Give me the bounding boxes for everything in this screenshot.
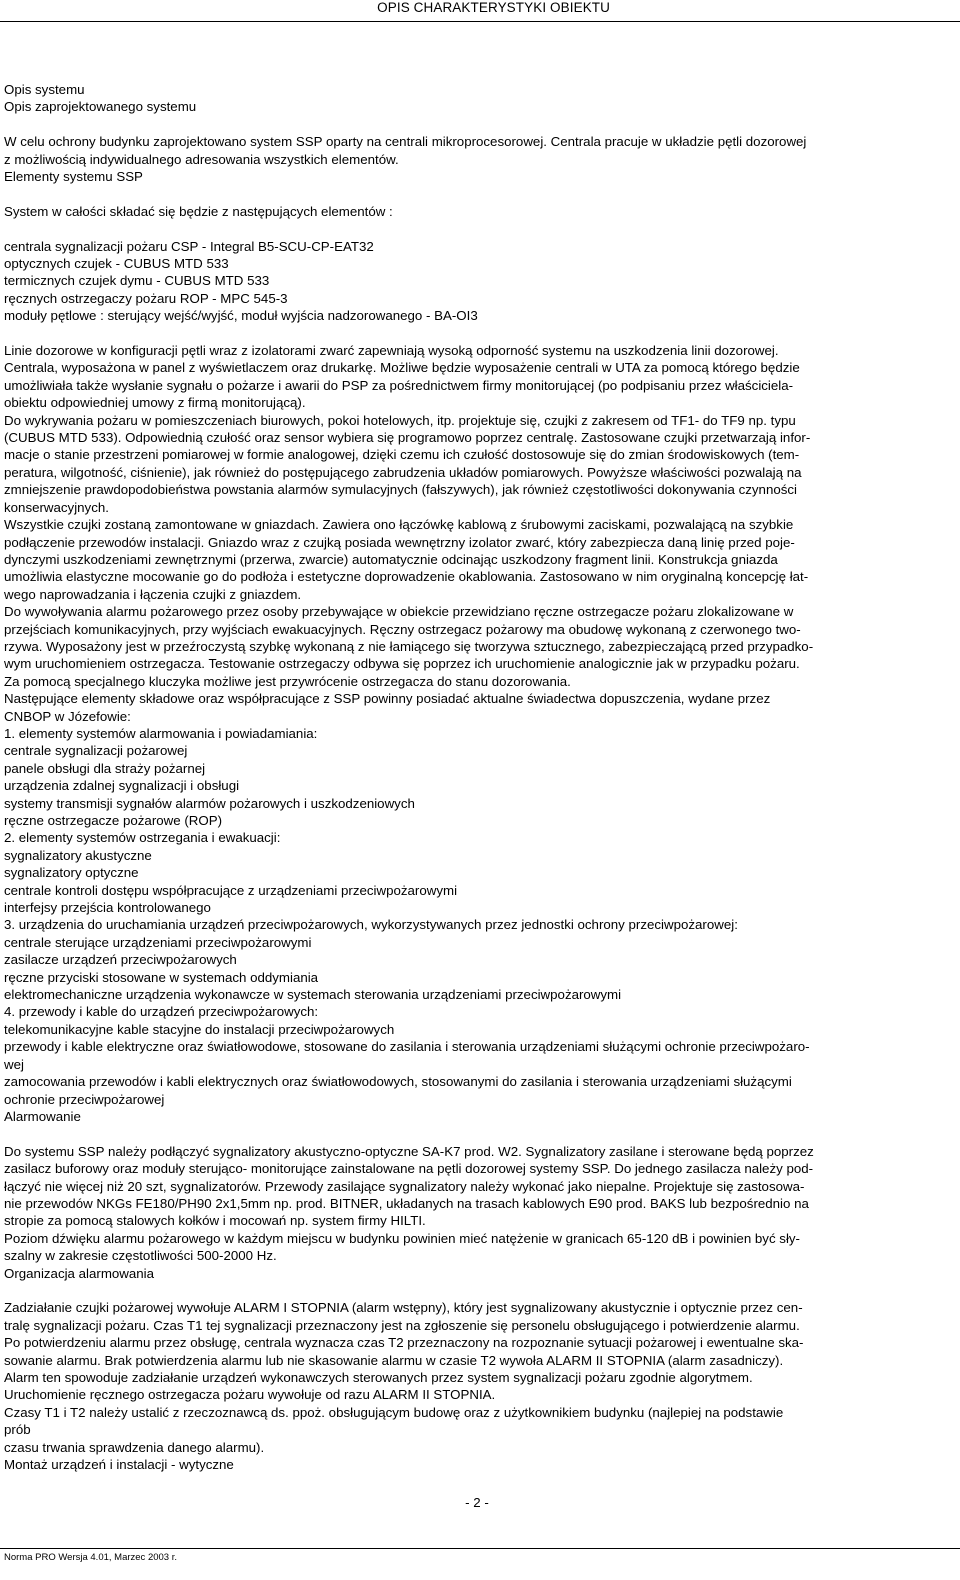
text-line: z możliwością indywidualnego adresowania wszystkich elementów.	[4, 151, 399, 167]
text-line: wej	[4, 1056, 24, 1072]
text-line: zasilacz buforowy oraz moduły sterująco- monitorujące zainstalowane na pętli dozorowej systemy SSP. Do jednego zasilacza należy pod-	[4, 1161, 814, 1177]
text-line: 3. urządzenia do uruchamiania urządzeń przeciwpożarowych, wykorzystywanych przez jednostki ochrony przeciwpożarowej:	[4, 917, 738, 933]
text-line: obiektu odpowiedniej umowy z firmą monitorującą).	[4, 395, 306, 411]
text-line: wego naprowadzania i łączenia czujki z gniazdem.	[4, 586, 302, 602]
footer-rule	[0, 1548, 960, 1549]
text-line: umożliwia elastyczne mocowanie go do podłoża i estetyczne doprowadzenie okablowania. Zastosowano w nim oryginalną koncepcję łat-	[4, 569, 809, 585]
text-line: Uruchomienie ręcznego ostrzegacza pożaru wywołuje od razu ALARM II STOPNIA.	[4, 1387, 496, 1403]
text-line: elektromechaniczne urządzenia wykonawcze w systemach sterowania urządzeniami przeciwpożarowymi	[4, 987, 622, 1003]
header-rule	[0, 21, 960, 22]
page-number	[0, 1495, 960, 1510]
text-line: Zadziałanie czujki pożarowej wywołuje ALARM I STOPNIA (alarm wstępny), który jest sygnalizowany akustycznie i optycznie przez cen-	[4, 1300, 803, 1316]
text-line: Za pomocą specjalnego kluczyka możliwe jest przywrócenie ostrzegacza do stanu dozorowania.	[4, 673, 571, 689]
list-item: optycznych czujek - CUBUS MTD 533	[4, 256, 229, 272]
elements-list	[4, 238, 952, 325]
list-item: termicznych czujek dymu - CUBUS MTD 533	[4, 273, 270, 289]
page-number-text: - 2 -	[465, 1495, 489, 1510]
list-item: moduły pętlowe : sterujący wejść/wyjść, moduł wyjścia nadzorowanego - BA-OI3	[4, 308, 478, 324]
text-line: W celu ochrony budynku zaprojektowano system SSP oparty na centrali mikroprocesorowej. Centrala pracuje w układzie pętli dozorowej	[4, 134, 807, 150]
text-line: Centrala, wyposażona w panel z wyświetlaczem oraz drukarkę. Możliwe będzie wyposażenie centrali w UTA za pomocą którego będzie	[4, 360, 800, 376]
text-line: Montaż urządzeń i instalacji - wytyczne	[4, 1457, 234, 1472]
text-line: centrale sterujące urządzeniami przeciwpożarowymi	[4, 934, 312, 950]
text-line: czasu trwania sprawdzenia danego alarmu).	[4, 1439, 265, 1455]
text-line: rzywa. Wyposażony jest w przeźroczystą szybkę wykonaną z nie łamiącego się tworzywa sztucznego, zabezpieczającą przed przypadko-	[4, 638, 814, 654]
spacer	[4, 116, 952, 133]
text-line: Poziom dźwięku alarmu pożarowego w każdym miejscu w budynku powinien mieć natężenie w granicach 65-120 dB i powinien być sły-	[4, 1230, 800, 1246]
text-line: podłączenie przewodów instalacji. Gniazdo wraz z czujką posiada wewnętrzny izolator zwarć, który zabezpiecza daną linię przed poje-	[4, 534, 795, 550]
text-line: przewody i kable elektryczne oraz światłowodowe, stosowane do zasilania i sterowania urządzeniami służącymi ochronie przeciwpożaro-	[4, 1039, 810, 1055]
text-line: umożliwiała także wysłanie sygnału o pożarze i awarii do PSP za pośrednictwem firmy monitorującej (po podpisaniu przez właściciela-	[4, 377, 794, 393]
text-line: Alarm ten spowoduje zadziałanie urządzeń wykonawczych sterowanych przez system sygnalizacji pożaru zgodnie algorytmem.	[4, 1369, 753, 1385]
text-line: sowanie alarmu. Brak potwierdzenia alarmu lub nie skasowanie alarmu w czasie T2 wywoła ALARM II STOPNIA (alarm zasadniczy).	[4, 1352, 784, 1368]
paragraph-intro	[4, 133, 952, 185]
text-line: sygnalizatory akustyczne	[4, 847, 152, 863]
text-line: panele obsługi dla straży pożarnej	[4, 760, 206, 776]
paragraph-alarm	[4, 1143, 952, 1282]
text-line: peratura, wilgotność, ciśnienie), jak również do postępującego zabrudzenia układów pomiarowych. Powyższe właściwości pozwalają na	[4, 464, 802, 480]
text-line: ręczne ostrzegacze pożarowe (ROP)	[4, 813, 223, 828]
header-title: OPIS CHARAKTERYSTYKI OBIEKTU	[377, 0, 610, 15]
text-line: zasilacze urządzeń przeciwpożarowych	[4, 952, 237, 968]
text-line: Po potwierdzeniu alarmu przez obsługę, centrala wyznacza czas T2 przeznaczony na rozpoznanie sytuacji pożarowej i ewentualne ska-	[4, 1335, 804, 1351]
text-line: centrale kontroli dostępu współpracujące z urządzeniami przeciwpożarowymi	[4, 882, 458, 898]
text-line: (CUBUS MTD 533). Odpowiednią czułość oraz sensor wybiera się programowo poprzez centralę. Zastosowane czujki przetwarzają infor-	[4, 430, 811, 446]
text-line: stropie za pomocą stalowych kołków i mocowań np. system firmy HILTI.	[4, 1213, 426, 1229]
list-item: ręcznych ostrzegaczy pożaru ROP - MPC 545-3	[4, 290, 288, 306]
document-body	[4, 81, 952, 1473]
text-line: Elementy systemu SSP	[4, 169, 143, 185]
text-line: Do wywoływania alarmu pożarowego przez osoby przebywające w obiekcie przewidziano ręczne ostrzegacze pożaru zlokalizowane w	[4, 604, 794, 620]
text-line: urządzenia zdalnej sygnalizacji i obsługi	[4, 778, 240, 794]
spacer	[4, 1282, 952, 1299]
text-line: telekomunikacyjne kable stacyjne do instalacji przeciwpożarowych	[4, 1021, 395, 1037]
text-line: systemy transmisji sygnałów alarmów pożarowych i uszkodzeniowych	[4, 795, 415, 811]
text-line: 1. elementy systemów alarmowania i powiadamiania:	[4, 725, 318, 741]
section-heading: Opis systemu	[4, 82, 85, 97]
text-line: Linie dozorowe w konfiguracji pętli wraz z izolatorami zwarć zapewniają wysoką odporność systemu na uszkodzenia linii dozorowej.	[4, 343, 779, 359]
page-header	[0, 0, 960, 22]
spacer	[4, 220, 952, 237]
text-line: wym uruchomieniem ostrzegacza. Testowanie ostrzegaczy odbywa się poprzez ich uruchomienie analogicznie jak w przypadku pożaru.	[4, 656, 800, 672]
section-subheading: Opis zaprojektowanego systemu	[4, 99, 197, 115]
text-line: prób	[4, 1422, 31, 1438]
text-line: Wszystkie czujki zostaną zamontowane w gniazdach. Zawiera ono łączówkę kablową z śrubowymi zaciskami, pozwalającą na szybkie	[4, 517, 794, 533]
text-line: 2. elementy systemów ostrzegania i ewakuacji:	[4, 830, 281, 846]
text-line: centrale sygnalizacji pożarowej	[4, 743, 188, 759]
text-line: macje o stanie przestrzeni pomiarowej w formie analogowej, dzięki czemu ich czułość dostosowuje się do zmian środowiskowych (tem-	[4, 447, 800, 463]
paragraph-main	[4, 342, 952, 1125]
text-line: łączyć nie więcej niż 20 szt, sygnalizatorów. Przewody zasilające sygnalizatory należy wykonać jako niepalne. Projektuje się zastosowa-	[4, 1178, 805, 1194]
text-line: Do systemu SSP należy podłączyć sygnalizatory akustyczno-optyczne SA-K7 prod. W2. Sygnalizatory zasilane i sterowane będą poprzez	[4, 1143, 814, 1159]
text-line: Następujące elementy składowe oraz współpracujące z SSP powinny posiadać aktualne świadectwa dopuszczenia, wydane przez	[4, 691, 771, 707]
footer-text: Norma PRO Wersja 4.01, Marzec 2003 r.	[4, 1552, 177, 1563]
list-item: centrala sygnalizacji pożaru CSP - Integral B5-SCU-CP-EAT32	[4, 238, 374, 254]
text-line: zamocowania przewodów i kabli elektrycznych oraz światłowodowych, stosowanymi do zasilania i sterowania urządzeniami służącymi	[4, 1074, 792, 1090]
text-line: sygnalizatory optyczne	[4, 865, 139, 881]
text-line: Organizacja alarmowania	[4, 1265, 155, 1281]
text-line: dynczymi uszkodzeniami zewnętrznymi (przerwa, zwarcie) automatycznie odcinając uszkodzony fragment linii. Konstrukcja gniazda	[4, 551, 778, 567]
text-line: interfejsy przejścia kontrolowanego	[4, 900, 211, 916]
text-line: Do wykrywania pożaru w pomieszczeniach biurowych, pokoi hotelowych, itp. projektuje się, czujki z zakresem od TF1- do TF9 np. typu	[4, 412, 796, 428]
spacer	[4, 325, 952, 342]
text-line: Alarmowanie	[4, 1108, 81, 1124]
text-line: nie przewodów NKGs FE180/PH90 2x1,5mm np. prod. BITNER, układanych na trasach kablowych E90 prod. BAKS lub bezpośrednio na	[4, 1195, 809, 1211]
text-line: zmniejszenie prawdopodobieństwa powstania alarmów symulacyjnych (fałszywych), jak również częstotliwości dokonywania czynności	[4, 482, 797, 498]
spacer	[4, 185, 952, 202]
text-line: ręczne przyciski stosowane w systemach oddymiania	[4, 969, 319, 985]
text-line: szalny w zakresie częstotliwości 500-2000 Hz.	[4, 1248, 277, 1264]
elements-intro: System w całości składać się będzie z następujących elementów :	[4, 203, 393, 219]
text-line: Czasy T1 i T2 należy ustalić z rzeczoznawcą ds. ppoż. obsługującym budowę oraz z użytkownikiem budynku (najlepiej na podstawie	[4, 1404, 784, 1420]
spacer	[4, 1125, 952, 1142]
text-line: konserwacyjnych.	[4, 499, 109, 515]
paragraph-organization	[4, 1299, 952, 1473]
text-line: przejściach komunikacyjnych, przy wyjściach ewakuacyjnych. Ręczny ostrzegacz pożarowy ma obudowę wykonaną z czerwonego two-	[4, 621, 801, 637]
text-line: tralę sygnalizacji pożaru. Czas T1 tej sygnalizacji przeznaczony jest na zgłoszenie się personelu obsługującego i potwierdzenie alarmu.	[4, 1317, 800, 1333]
text-line: 4. przewody i kable do urządzeń przeciwpożarowych:	[4, 1004, 319, 1020]
text-line: ochronie przeciwpożarowej	[4, 1091, 165, 1107]
text-line: CNBOP w Józefowie:	[4, 708, 131, 724]
